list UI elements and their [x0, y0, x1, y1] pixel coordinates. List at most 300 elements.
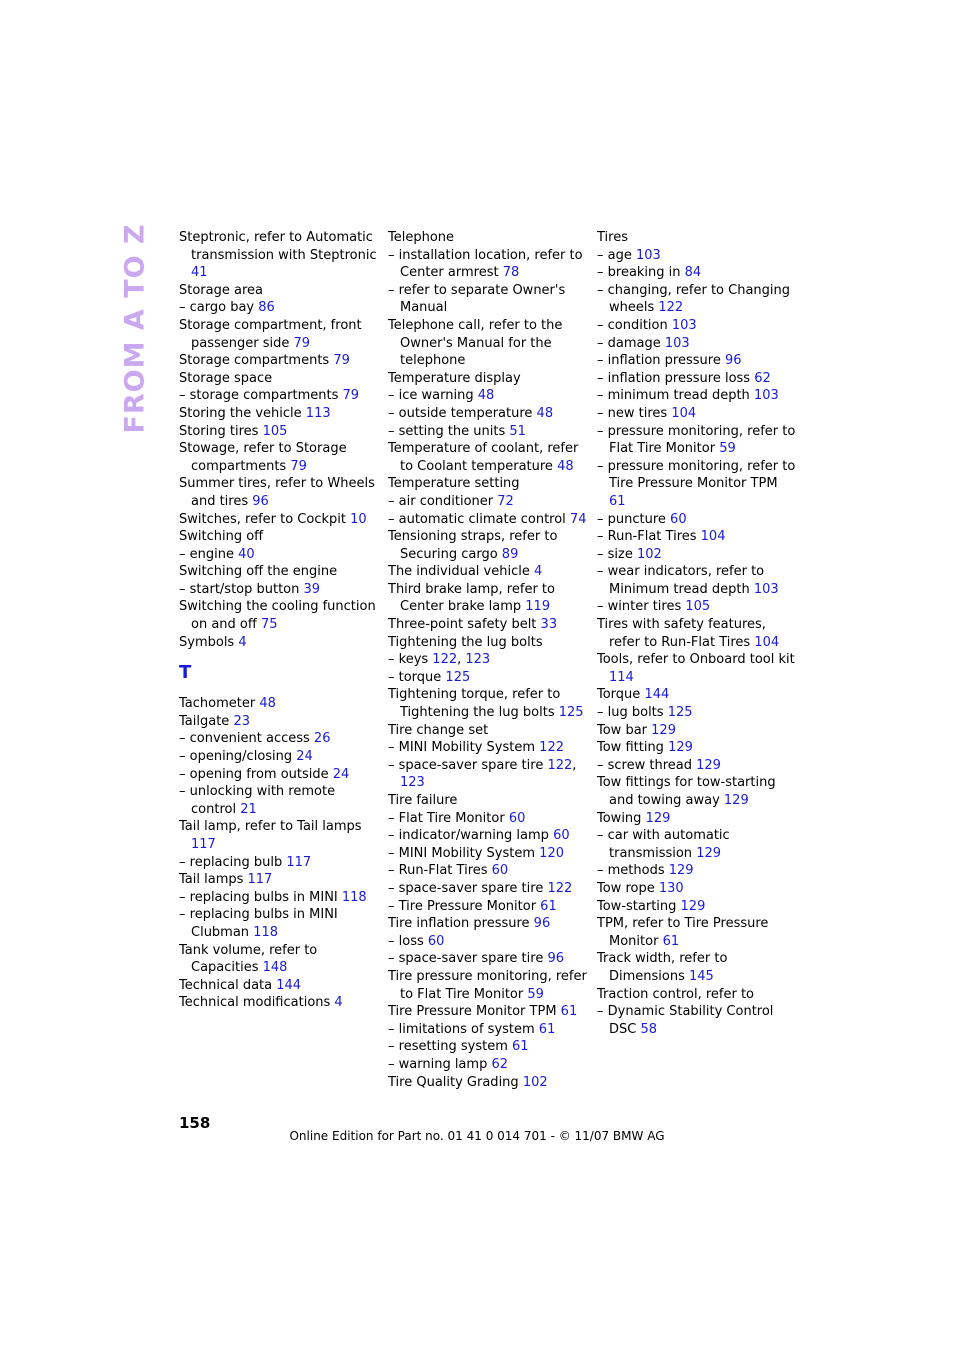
index-term: – automatic climate control: [388, 511, 570, 527]
index-entry: [388, 933, 588, 951]
index-term: – start/stop button: [179, 581, 304, 597]
index-term: – cargo bay: [179, 300, 259, 316]
page-link[interactable]: 96: [547, 951, 564, 967]
index-entry: [597, 528, 797, 546]
index-term: Traction control, refer to: [597, 986, 755, 1002]
index-term: Telephone: [388, 230, 455, 245]
index-term: The individual vehicle: [388, 564, 534, 580]
page-link[interactable]: 144: [644, 687, 670, 703]
index-entry: [179, 748, 379, 766]
index-entry: [388, 1021, 588, 1039]
page-link[interactable]: 122: [547, 880, 573, 896]
index-entry: [388, 387, 588, 405]
index-column-3: [597, 229, 797, 1038]
index-term: – replacing bulbs in MINI Clubman: [179, 907, 338, 940]
page-link[interactable]: 148: [262, 960, 288, 976]
index-entry: [597, 722, 797, 740]
index-term: – refer to separate Owner's Manual: [388, 282, 566, 316]
index-entry: [179, 598, 379, 633]
page-link[interactable]: 59: [527, 986, 544, 1002]
index-entry: [597, 563, 797, 598]
page-link[interactable]: 89: [501, 546, 519, 562]
index-term: – installation location, refer to Center armrest: [388, 247, 583, 281]
page-link[interactable]: 40: [238, 546, 255, 562]
index-entry: [179, 730, 379, 748]
index-term: – storage compartments: [179, 388, 343, 404]
index-entry: [597, 651, 797, 686]
index-term: Tow-starting: [597, 898, 681, 914]
index-term: Torque: [597, 687, 645, 703]
page-link[interactable]: 60: [553, 828, 570, 844]
index-term: – Dynamic Stability Control DSC: [597, 1004, 774, 1037]
index-entry: [597, 458, 797, 511]
index-term: Storing tires: [179, 423, 263, 439]
index-entry: [179, 906, 379, 941]
footer-edition-note: Online Edition for Part no. 01 41 0 014 701 - © 11/07 BMW AG: [289, 1129, 665, 1143]
index-term: Towing: [597, 810, 646, 826]
index-entry: [597, 370, 797, 388]
page-link[interactable]: 103: [671, 317, 697, 333]
page-link[interactable]: 74: [569, 511, 587, 527]
index-entry: [388, 440, 588, 475]
index-entry: [597, 774, 797, 809]
index-term: – new tires: [597, 405, 672, 421]
page-link[interactable]: 102: [636, 546, 662, 562]
page-link[interactable]: 144: [276, 977, 302, 993]
page-link[interactable]: 62: [754, 370, 771, 386]
index-term: – MINI Mobility System: [388, 740, 540, 756]
index-entry: [597, 598, 797, 616]
page-link[interactable]: 51: [509, 423, 526, 439]
index-entry: [388, 493, 588, 511]
index-entry: [179, 994, 379, 1012]
index-entry: [597, 1003, 797, 1038]
index-term: Steptronic, refer to Automatic transmission with Steptronic: [179, 230, 377, 263]
index-term: – Run-Flat Tires: [388, 863, 492, 879]
index-entry: [597, 810, 797, 828]
index-term: Storage compartments: [179, 353, 334, 369]
page-link[interactable]: 114: [609, 669, 634, 685]
index-term: – replacing bulbs in MINI: [179, 889, 342, 905]
page-link[interactable]: 117: [286, 854, 312, 870]
page-link[interactable]: 105: [685, 599, 711, 615]
page-link[interactable]: 123: [400, 775, 425, 791]
page-link[interactable]: 24: [332, 766, 350, 782]
page-link[interactable]: 119: [525, 599, 551, 615]
index-term: – inflation pressure loss: [597, 370, 755, 386]
page-link[interactable]: 117: [247, 872, 273, 888]
index-term: – resetting system: [388, 1039, 513, 1055]
index-term: Storage area: [179, 282, 263, 298]
index-term: Switching the cooling function on and off: [179, 599, 376, 633]
page-link[interactable]: 129: [723, 793, 749, 808]
page-link[interactable]: 60: [508, 810, 526, 826]
page-link[interactable]: 48: [259, 696, 276, 712]
index-entry: [597, 247, 797, 265]
index-term: Tires: [597, 230, 628, 245]
page-link[interactable]: 61: [512, 1039, 529, 1055]
page-link[interactable]: 117: [191, 837, 216, 852]
index-entry: [388, 739, 588, 757]
index-entry: [388, 229, 588, 247]
index-term: Stowage, refer to Storage compartments: [179, 441, 347, 474]
index-entry: [597, 511, 797, 529]
index-term: Tire inflation pressure: [388, 916, 534, 932]
index-term: – screw thread: [597, 757, 697, 773]
index-entry: [388, 862, 588, 880]
index-entry: [179, 440, 379, 475]
index-entry: [179, 854, 379, 872]
index-term: Tachometer: [179, 696, 260, 712]
page-link[interactable]: 129: [651, 722, 676, 738]
page-link[interactable]: 60: [670, 511, 687, 527]
index-term: Storing the vehicle: [179, 405, 306, 421]
index-entry: [388, 968, 588, 1003]
page-link[interactable]: 125: [558, 705, 584, 721]
index-term: – keys: [388, 652, 433, 668]
page-link[interactable]: 125: [445, 669, 471, 685]
index-term: Tow fitting: [597, 740, 669, 756]
index-term: Tightening the lug bolts: [388, 634, 543, 650]
index-entry: [179, 475, 379, 510]
index-entry: [597, 546, 797, 564]
page-link[interactable]: 58: [640, 1021, 658, 1037]
page-link[interactable]: 59: [719, 441, 736, 457]
section-side-tab: [118, 222, 152, 434]
index-term: Tank volume, refer to Capacities: [179, 942, 318, 976]
index-entry: [179, 282, 379, 300]
index-term: – inflation pressure: [597, 353, 725, 369]
page-link[interactable]: 96: [533, 916, 551, 932]
index-term: – minimum tread depth: [597, 388, 754, 404]
index-entry: [179, 546, 379, 564]
index-term: Summer tires, refer to Wheels and tires: [179, 476, 375, 509]
index-entry: [179, 871, 379, 889]
page-link[interactable]: 129: [696, 845, 722, 861]
page-link[interactable]: 104: [754, 634, 780, 650]
index-entry: [179, 783, 379, 818]
index-entry: [388, 1038, 588, 1056]
page-link[interactable]: 125: [667, 705, 693, 721]
page-link[interactable]: 113: [305, 405, 331, 421]
index-term: Tires with safety features, refer to Run-Flat Tires: [597, 617, 766, 650]
index-entry: [388, 247, 588, 282]
index-entry: [388, 915, 588, 933]
page-link[interactable]: 23: [233, 713, 250, 729]
page-link[interactable]: 79: [342, 388, 360, 404]
page-link[interactable]: 61: [540, 898, 557, 914]
page-number: 158: [179, 1114, 211, 1132]
index-entry: [388, 634, 588, 652]
page-link[interactable]: 33: [540, 617, 558, 633]
index-term: – ice warning: [388, 388, 478, 404]
index-term: – pressure monitoring, refer to Flat Tire Monitor: [597, 423, 796, 457]
index-term: – winter tires: [597, 599, 686, 615]
page-link[interactable]: 129: [680, 898, 706, 914]
page-link[interactable]: 129: [645, 810, 671, 826]
page-link[interactable]: 61: [662, 933, 680, 949]
page-link[interactable]: 48: [557, 458, 574, 474]
page-link[interactable]: 118: [341, 889, 367, 905]
index-term: Switches, refer to Cockpit: [179, 511, 351, 527]
index-term: Track width, refer to Dimensions: [597, 951, 728, 984]
page-link[interactable]: 122: [658, 300, 684, 316]
index-term: – air conditioner: [388, 493, 498, 509]
page-link[interactable]: 39: [303, 581, 321, 597]
index-entry: [179, 634, 379, 652]
index-entry: [388, 898, 588, 916]
index-term: – opening/closing: [179, 749, 297, 765]
index-term: – indicator/warning lamp: [388, 828, 554, 844]
index-term: Tow bar: [597, 722, 652, 738]
index-entry: [388, 1003, 588, 1021]
index-term: – car with automatic transmission: [597, 828, 730, 861]
index-entry: [388, 581, 588, 616]
index-term: Storage space: [179, 370, 273, 386]
page-link[interactable]: 4: [334, 995, 343, 1011]
index-entry: [179, 889, 379, 907]
index-term: Temperature of coolant, refer to Coolant temperature: [388, 441, 579, 474]
index-entry: [388, 827, 588, 845]
index-entry: [179, 387, 379, 405]
page-link[interactable]: 96: [724, 353, 742, 369]
page-link[interactable]: 61: [560, 1004, 578, 1020]
index-entry: [388, 1056, 588, 1074]
index-entry: [597, 282, 797, 317]
index-term: Third brake lamp, refer to Center brake lamp: [388, 581, 555, 615]
index-term: Temperature display: [388, 370, 521, 386]
page-link[interactable]: 79: [333, 353, 350, 369]
index-term: Tire pressure monitoring, refer to Flat Tire Monitor: [388, 968, 587, 1002]
index-entry: [388, 405, 588, 423]
index-entry: [597, 352, 797, 370]
index-entry: [597, 704, 797, 722]
index-entry: [597, 757, 797, 775]
index-term: – engine: [179, 546, 239, 562]
index-entry: [388, 1074, 588, 1092]
index-entry: [597, 423, 797, 458]
index-term: – pressure monitoring, refer to Tire Pressure Monitor TPM: [597, 458, 796, 492]
index-entry: [388, 616, 588, 634]
index-entry: [597, 264, 797, 282]
page-link[interactable]: 4: [238, 634, 247, 650]
index-term: Tire failure: [388, 793, 458, 808]
index-entry: [388, 528, 588, 563]
page-link[interactable]: 62: [491, 1056, 508, 1072]
page-link[interactable]: 41: [191, 265, 208, 281]
page-link[interactable]: 103: [753, 388, 779, 404]
page-link[interactable]: 61: [538, 1021, 556, 1037]
index-term: Tightening torque, refer to Tightening the lug bolts: [388, 687, 561, 721]
index-entry: [388, 686, 588, 721]
index-term: Switching off the engine: [179, 564, 338, 580]
index-entry: [597, 335, 797, 353]
index-term: Technical data: [179, 977, 277, 993]
index-column-1: [179, 229, 379, 1012]
page-link[interactable]: 72: [497, 493, 514, 509]
index-term: – warning lamp: [388, 1056, 492, 1072]
side-tab-label: FROM A TO Z: [119, 222, 151, 434]
index-entry: [179, 713, 379, 731]
index-term: – changing, refer to Changing wheels: [597, 282, 791, 316]
index-entry: [179, 563, 379, 581]
index-term: – loss: [388, 933, 428, 949]
index-entry: [388, 792, 588, 810]
page-link[interactable]: 103: [635, 247, 661, 263]
index-entry: [179, 977, 379, 995]
index-term: – puncture: [597, 511, 671, 527]
index-entry: [388, 722, 588, 740]
page-link[interactable]: 24: [296, 749, 313, 765]
index-term: Tire Quality Grading: [388, 1074, 523, 1090]
page-link[interactable]: 129: [668, 740, 693, 756]
page-link[interactable]: 123: [465, 652, 491, 668]
index-entry: [179, 528, 379, 546]
page-link[interactable]: 96: [252, 493, 269, 509]
index-term: Tools, refer to Onboard tool kit: [597, 652, 795, 668]
index-term: – MINI Mobility System: [388, 845, 540, 861]
page-link[interactable]: 21: [240, 801, 257, 817]
index-term: – limitations of system: [388, 1021, 539, 1037]
index-column-2: [388, 229, 588, 1091]
index-entry: [597, 862, 797, 880]
page-link[interactable]: 104: [700, 529, 726, 545]
index-term: – size: [597, 546, 637, 562]
index-term: – torque: [388, 669, 446, 685]
index-term: – replacing bulb: [179, 854, 287, 870]
index-entry: [597, 986, 797, 1004]
index-term: Telephone call, refer to the Owner's Manual for the telephone: [388, 317, 563, 369]
page-link[interactable]: 26: [313, 731, 331, 747]
page-link[interactable]: 105: [262, 423, 288, 439]
page-link[interactable]: 60: [427, 933, 445, 949]
page-link[interactable]: 102: [522, 1074, 548, 1090]
index-term: – Tire Pressure Monitor: [388, 898, 541, 914]
index-entry: [179, 317, 379, 352]
page-link[interactable]: 60: [491, 863, 509, 879]
index-entry: [388, 370, 588, 388]
index-term: – wear indicators, refer to Minimum tread depth: [597, 564, 765, 597]
index-entry: – keys 122, 123: [388, 652, 491, 668]
page-link[interactable]: 103: [664, 335, 690, 351]
index-term: Three-point safety belt: [388, 617, 541, 633]
index-entry: [179, 581, 379, 599]
page-link[interactable]: 61: [609, 493, 626, 509]
index-entry: [597, 827, 797, 862]
index-term: Tow fittings for tow-starting and towing away: [597, 775, 776, 808]
index-entry: [597, 387, 797, 405]
index-term: Symbols: [179, 634, 239, 650]
page-link[interactable]: 129: [668, 863, 694, 879]
page-link[interactable]: 86: [258, 300, 275, 316]
index-entry: [179, 511, 379, 529]
index-entry: [179, 942, 379, 977]
index-term: – setting the units: [388, 423, 510, 439]
page-link[interactable]: 48: [477, 388, 495, 404]
index-term: – outside temperature: [388, 405, 537, 421]
index-entry: [597, 915, 797, 950]
index-entry: [179, 695, 379, 713]
index-entry: [597, 317, 797, 335]
page-link[interactable]: 78: [502, 265, 520, 281]
page-link[interactable]: 118: [253, 924, 279, 940]
index-entry: [388, 317, 588, 370]
index-entry: [179, 818, 379, 853]
page-link[interactable]: 130: [658, 880, 684, 896]
index-entry: [388, 845, 588, 863]
index-entry: [388, 282, 588, 317]
index-entry: [597, 405, 797, 423]
page-link[interactable]: 48: [536, 405, 554, 421]
index-entry: [597, 616, 797, 651]
index-entry: [597, 686, 797, 704]
page-link[interactable]: 122: [539, 740, 564, 756]
index-entry: [388, 511, 588, 529]
index-entry: [597, 229, 797, 247]
index-entry: [388, 810, 588, 828]
page-link[interactable]: 79: [293, 335, 311, 351]
index-entry: [597, 880, 797, 898]
index-entry: [388, 475, 588, 493]
index-term: Tow rope: [597, 880, 659, 896]
section-letter: T: [179, 662, 192, 684]
index-entry: [597, 898, 797, 916]
index-term: – space-saver spare tire: [388, 951, 548, 967]
index-term: Tail lamps: [179, 872, 248, 888]
page-link[interactable]: 122: [547, 757, 573, 773]
page-link[interactable]: 75: [260, 617, 278, 633]
index-term: – Run-Flat Tires: [597, 529, 701, 545]
index-entry: [179, 423, 379, 441]
index-term: – methods: [597, 863, 669, 879]
index-entry: [388, 563, 588, 581]
index-term: Tensioning straps, refer to Securing cargo: [388, 529, 558, 562]
index-term: – space-saver spare tire: [388, 880, 548, 896]
index-term: Switching off: [179, 529, 264, 545]
index-entry: [179, 405, 379, 423]
index-entry: [597, 739, 797, 757]
index-term: Technical modifications: [179, 995, 335, 1011]
index-term: Tire change set: [388, 722, 489, 738]
index-term: – unlocking with remote control: [179, 784, 336, 817]
page-link[interactable]: 84: [684, 265, 702, 281]
index-term: Tire Pressure Monitor TPM: [388, 1004, 561, 1020]
index-term: – space-saver spare tire: [388, 757, 548, 773]
index-term: – condition: [597, 317, 672, 333]
index-term: – damage: [597, 335, 665, 351]
index-entry: – space-saver spare tire 122, 123: [388, 757, 577, 791]
index-term: – age: [597, 247, 636, 263]
page-link[interactable]: 145: [689, 968, 714, 984]
index-entry: [388, 880, 588, 898]
page-link[interactable]: 103: [753, 581, 779, 597]
index-entry: [179, 229, 379, 282]
index-entry: [388, 669, 588, 687]
index-entry: [597, 950, 797, 985]
index-entry: [179, 766, 379, 784]
index-entry: [388, 950, 588, 968]
index-term: Temperature setting: [388, 476, 520, 492]
index-entry: [388, 423, 588, 441]
page-link[interactable]: 4: [533, 564, 543, 580]
page-link[interactable]: 129: [696, 757, 721, 773]
page-link[interactable]: 104: [671, 405, 697, 421]
page-link[interactable]: 120: [539, 845, 564, 861]
page-link[interactable]: 79: [290, 458, 307, 474]
page-link[interactable]: 122: [432, 652, 458, 668]
page-link[interactable]: 10: [350, 511, 367, 527]
index-term: – convenient access: [179, 731, 314, 747]
